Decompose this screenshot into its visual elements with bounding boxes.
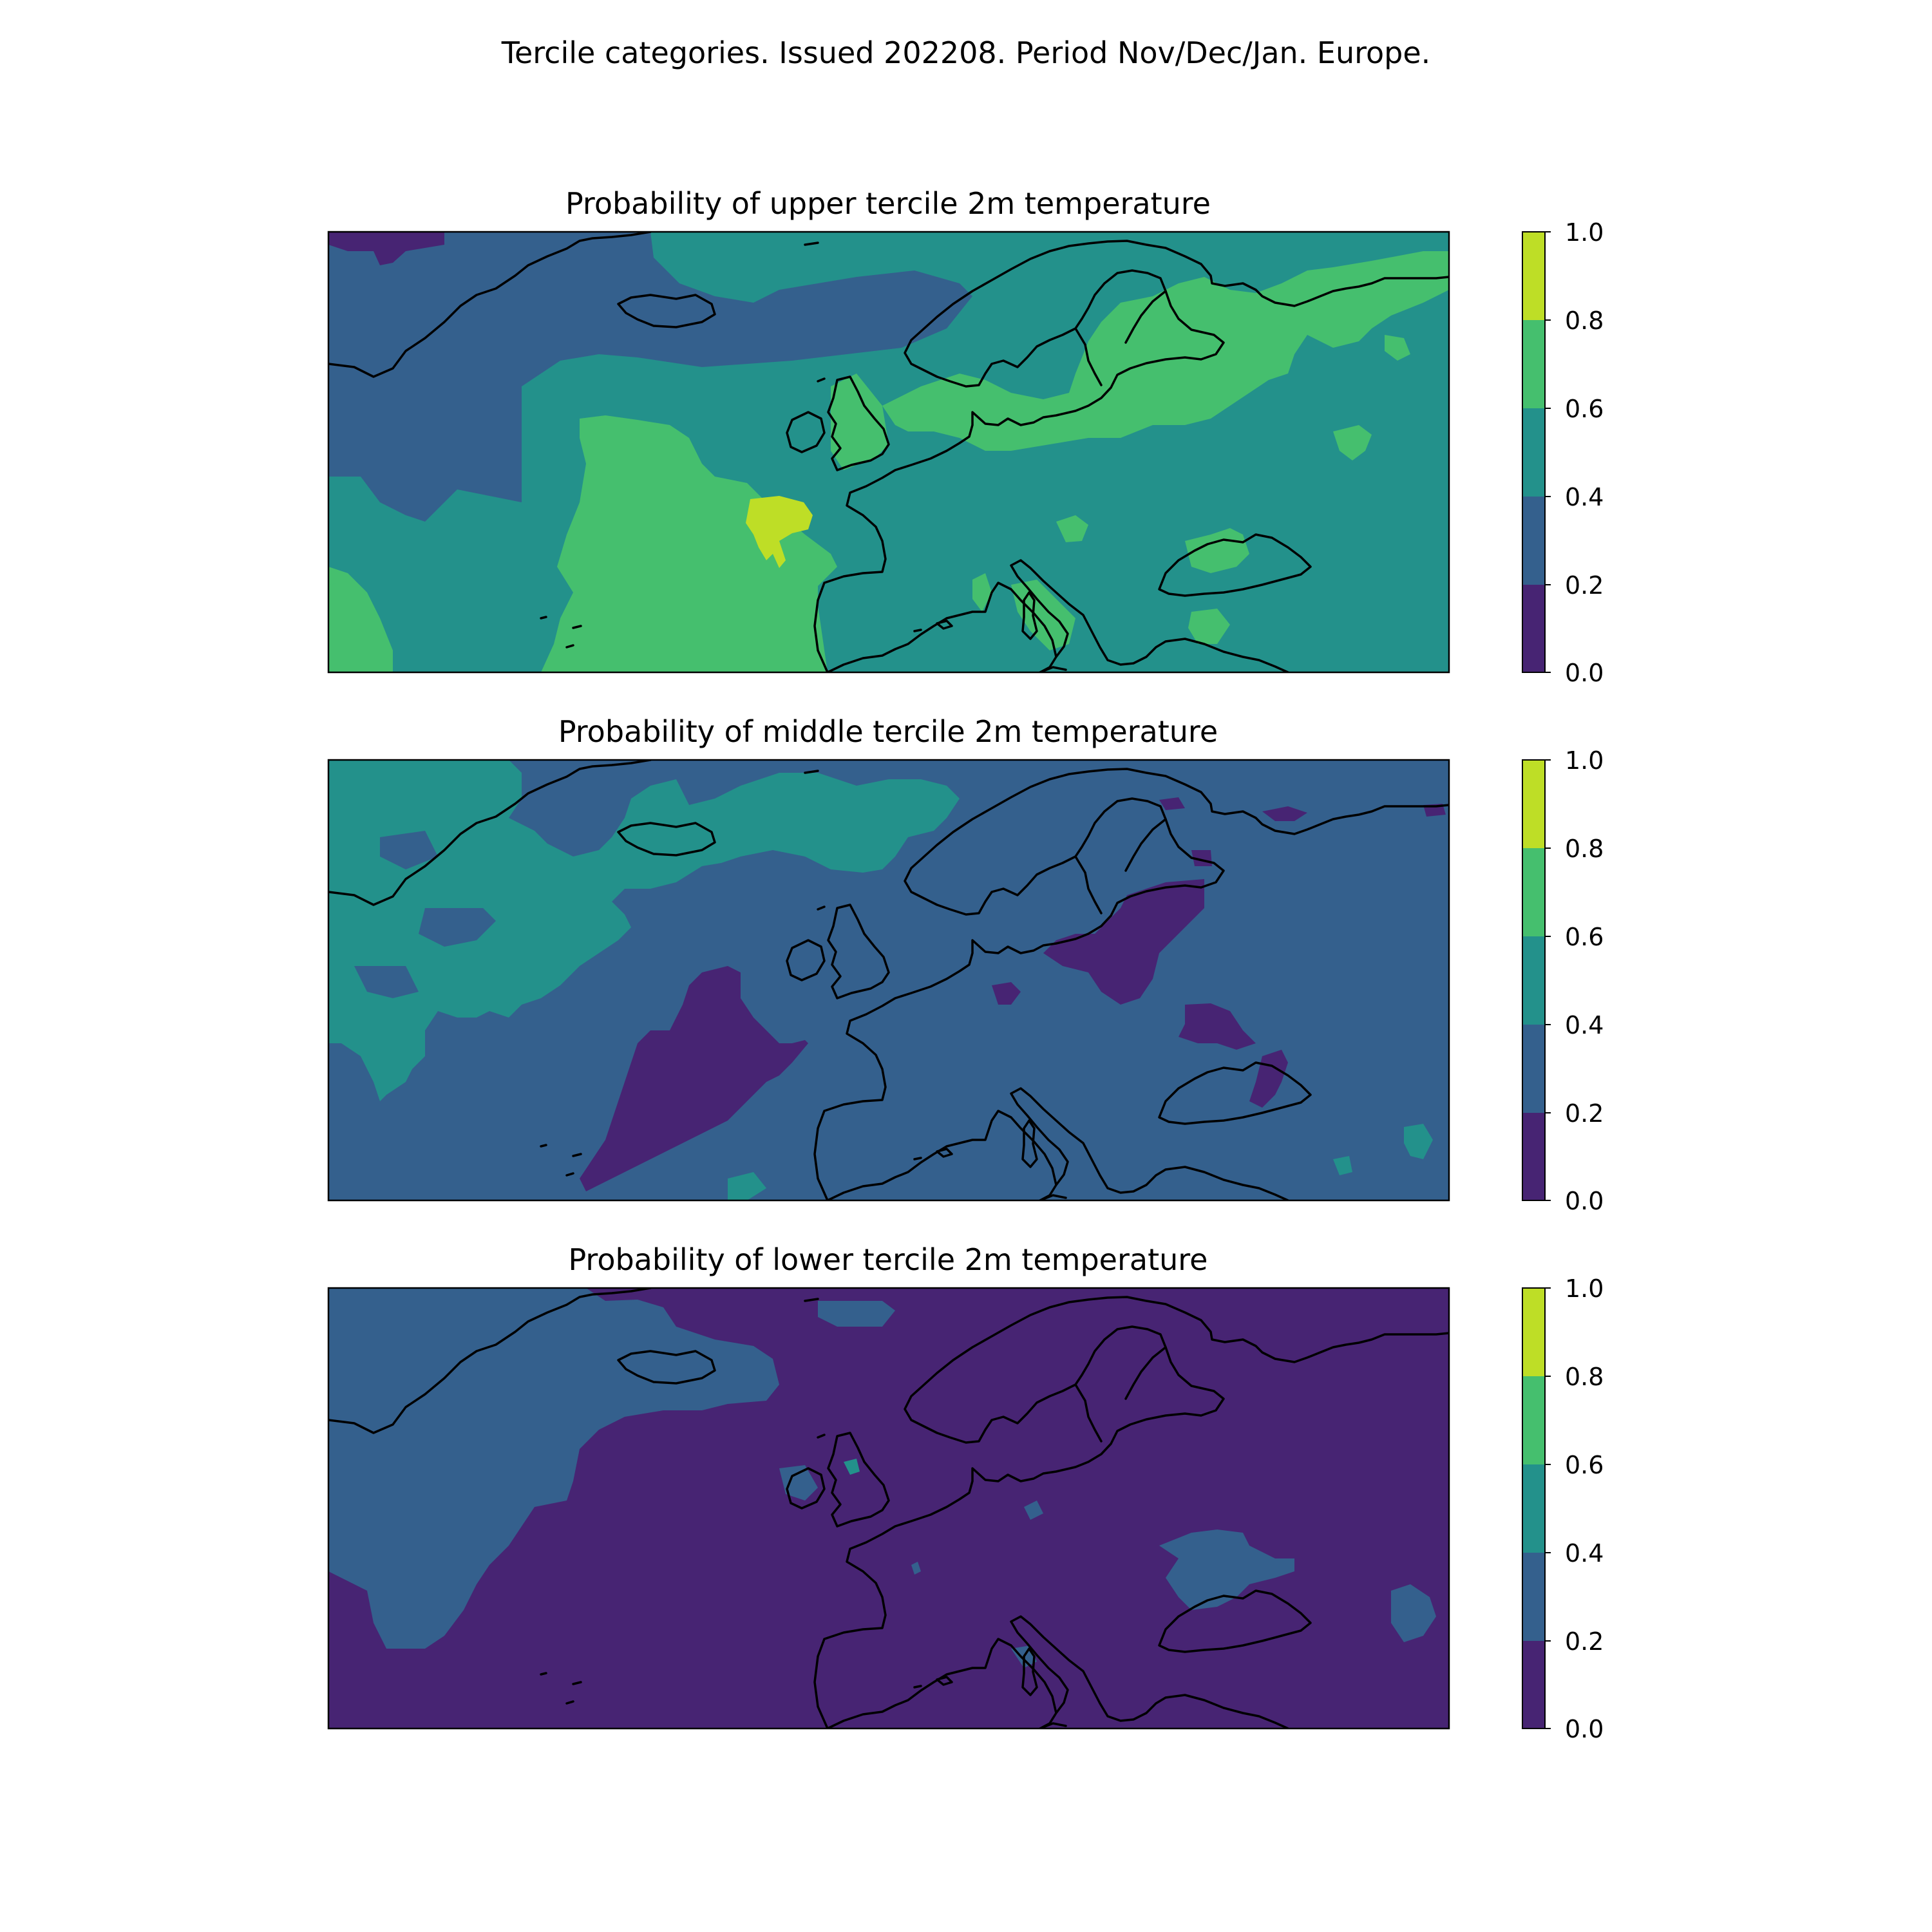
panel-lower-tercile [328, 1242, 1604, 1743]
colorbar-tick-label: 0.6 [1565, 923, 1604, 951]
colorbar-tick-label: 0.2 [1565, 1627, 1604, 1656]
colorbar-tick-label: 0.8 [1565, 835, 1604, 863]
colorbar-tick-label: 0.4 [1565, 1539, 1604, 1567]
colorbar [1522, 746, 1604, 1215]
colorbar-tick-label: 0.0 [1565, 659, 1604, 687]
panel-title: Probability of lower tercile 2m temperature [568, 1242, 1208, 1277]
panel-upper-tercile [328, 186, 1604, 687]
map-area [328, 232, 1449, 672]
colorbar-tick-label: 1.0 [1565, 218, 1604, 247]
colorbar-tick-label: 0.6 [1565, 395, 1604, 423]
map-area [328, 1288, 1449, 1728]
colorbar-tick-label: 0.6 [1565, 1451, 1604, 1479]
colorbar [1522, 218, 1604, 687]
map-area [328, 760, 1449, 1200]
colorbar-tick-label: 0.4 [1565, 483, 1604, 511]
panel-title: Probability of middle tercile 2m temperature [558, 714, 1218, 749]
colorbar-tick-label: 0.8 [1565, 1363, 1604, 1391]
panel-middle-tercile [328, 714, 1604, 1215]
colorbar-tick-label: 1.0 [1565, 746, 1604, 775]
colorbar-tick-label: 0.0 [1565, 1715, 1604, 1743]
colorbar-tick-label: 1.0 [1565, 1274, 1604, 1303]
colorbar-tick-label: 0.8 [1565, 307, 1604, 335]
colorbar-tick-label: 0.0 [1565, 1187, 1604, 1215]
figure-suptitle: Tercile categories. Issued 202208. Period Nov/Dec/Jan. Europe. [501, 35, 1431, 70]
colorbar-tick-label: 0.2 [1565, 1099, 1604, 1128]
colorbar-tick-label: 0.2 [1565, 571, 1604, 600]
colorbar-tick-label: 0.4 [1565, 1011, 1604, 1039]
colorbar [1522, 1274, 1604, 1743]
panel-title: Probability of upper tercile 2m temperature [565, 186, 1211, 221]
